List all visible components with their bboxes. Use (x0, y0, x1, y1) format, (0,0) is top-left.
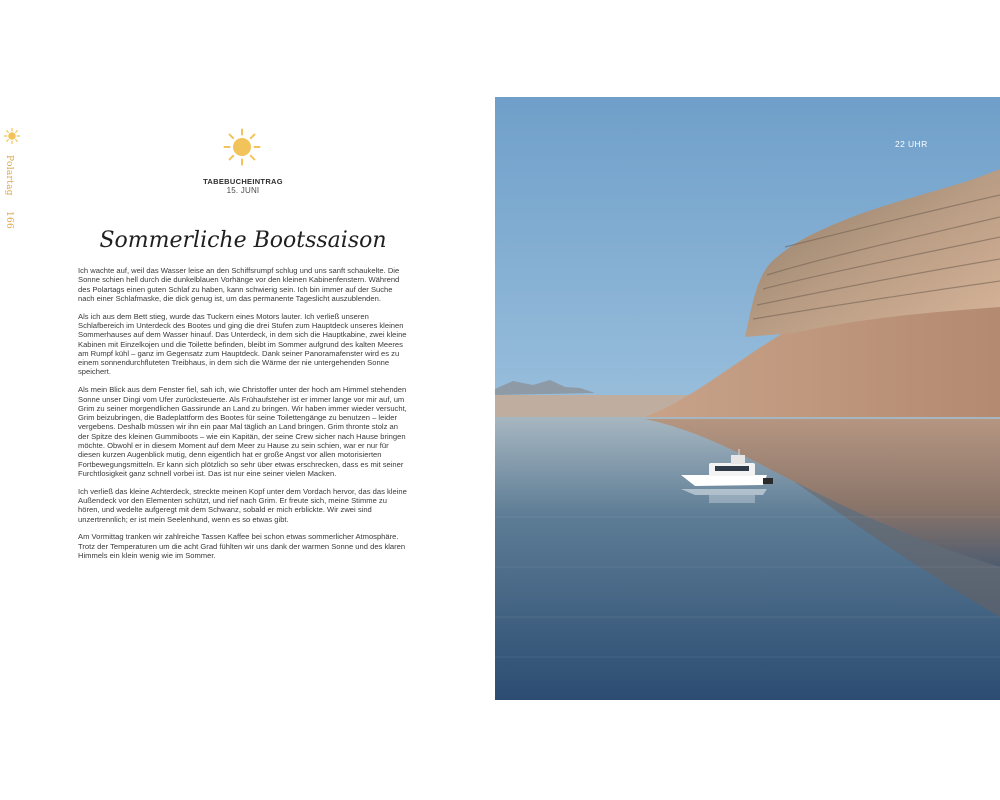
entry-label: TABEBUCHEINTRAG (203, 177, 283, 186)
entry-date: 15. JUNI (226, 186, 260, 195)
page-title: Sommerliche Bootssaison (99, 228, 387, 253)
running-head-label: Polartag (4, 155, 14, 196)
paragraph: Als mein Blick aus dem Fenster fiel, sah ich, wie Christoffer unter der hoch am Himmel stehenden Sonne unser Dingi vom Ufer zurücksteuerte. Als Frühaufsteher ist er immer lange vor mir auf, um Grim zu seiner morgendlichen Gassirunde an Land zu bringen. Wir haben immer wieder versucht, Grim beizubringen, die Badeplattform des Bootes für seine Toilettengänge zu benutzen – leider vergebens. Deshalb müssen wir ihn ein paar Mal täglich an Land bringen. Grim thronte stolz an der Spitze des kleinen Gummiboots – wie ein Kapitän, der seine Crew sicher nach Hause bringen möchte. Obwohl er in diesem Moment auf dem Meer zu Hause zu sein schien, war er nur für diesen kurzen Augenblick mutig, denn eigentlich hat er große Angst vor allen motorisierten Fortbewegungsmitteln. Er kann sich plötzlich so sehr über etwas erschrecken, dass es mit seiner Furchtlosigkeit ganz schnell vorbei ist. Das ist nur eine seiner vielen Macken. (78, 385, 407, 478)
sun-icon (223, 128, 261, 166)
left-page (78, 0, 408, 800)
page-number: 166 (4, 210, 14, 230)
body-text (78, 266, 408, 569)
paragraph: Ich wachte auf, weil das Wasser leise an den Schiffsrumpf schlug und uns sanft schaukelte. Die Sonne schien hell durch die dunkelblauen Vorhänge vor den kleinen Kabinenfenstern. Während des Polartags einen guten Schlaf zu haben, kann schwierig sein. Ich bin immer auf der Suche nach einer Schlafmaske, die dick genug ist, um das permanente Tageslicht auszublenden. (78, 266, 400, 303)
fjord-photo (495, 97, 1000, 700)
photo-caption: 22 UHR (895, 139, 928, 149)
paragraph: Am Vormittag tranken wir zahlreiche Tassen Kaffee bei schon etwas sommerlicher Atmosphäre. Trotz der Temperaturen um die acht Grad fühlten wir uns dank der warmen Sonne und des klaren Himmels ein klein wenig wie im Sommer. (78, 532, 406, 561)
running-head (4, 155, 14, 229)
photo-illustration (495, 97, 1000, 700)
small-sun-icon (4, 128, 20, 144)
paragraph: Als ich aus dem Bett stieg, wurde das Tuckern eines Motors lauter. Ich verließ unseren Schlafbereich im Unterdeck des Bootes und ging die drei Stufen zum Hauptdeck unseres kleinen Sommerhauses auf dem Wasser hinauf. Das Unterdeck, in dem sich die Hauptkabine, zwei kleine Kabinen mit Einzelkojen und die Toilette befinden, bleibt im Sommer aufgrund des kalten Meeres am Rumpf kühl – ganz im Gegensatz zum Hauptdeck. Dank seiner Panoramafenster wird es zu einem sonnendurchfluteten Treibhaus, in dem sich die Wärme der nie untergehenden Sonne speichert. (78, 311, 407, 377)
paragraph: Ich verließ das kleine Achterdeck, streckte meinen Kopf unter dem Vordach hervor, das das kleine Außendeck vor den Elementen schützt, und rief nach Grim. Er freute sich, meine Stimme zu hören, und wedelte aufgeregt mit dem Schwanz, sobald er mich erblickte. Wir zwei sind unzertrennlich; er ist mein Seelenhund, wenn es so etwas gibt. (78, 486, 407, 524)
